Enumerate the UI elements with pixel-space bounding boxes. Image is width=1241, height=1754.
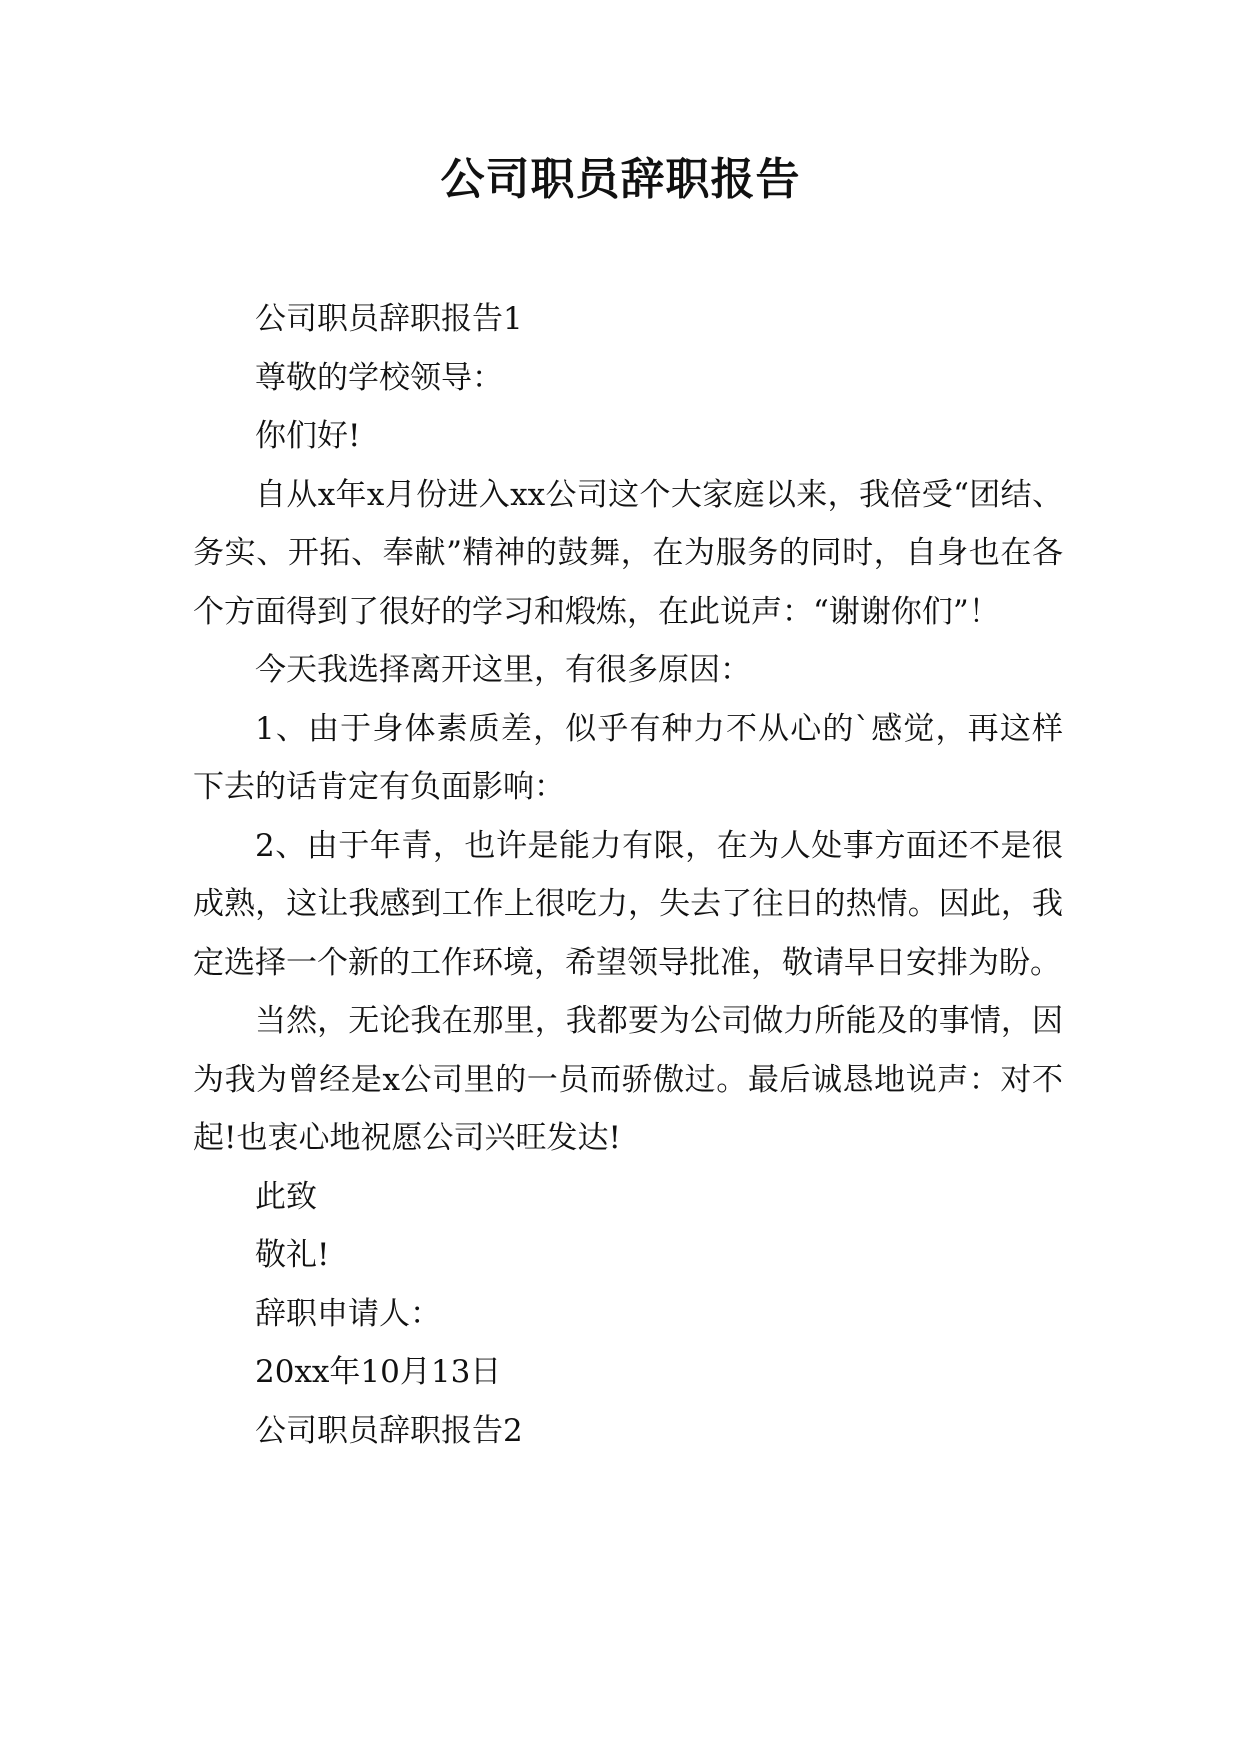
- paragraph-reason-2: 2、由于年青，也许是能力有限，在为人处事方面还不是很成熟，这让我感到工作上很吃力，失去了往日的热情。因此，我定选择一个新的工作环境，希望领导批准，敬请早日安排为盼。: [193, 827, 1063, 981]
- document-body: [193, 290, 1063, 1460]
- section-heading-2: 公司职员辞职报告2: [255, 1412, 523, 1449]
- paragraph-closing: 当然，无论我在那里，我都要为公司做力所能及的事情，因为我为曾经是x公司里的一员而骄傲过。最后诚恳地说声：对不起!也衷心地祝愿公司兴旺发达!: [193, 1003, 1063, 1156]
- paragraph-reasons-intro: 今天我选择离开这里，有很多原因：: [255, 652, 751, 688]
- paragraph-intro: 自从x年x月份进入xx公司这个大家庭以来，我倍受“团结、务实、开拓、奉献”精神的鼓舞，在为服务的同时，自身也在各个方面得到了很好的学习和煅炼，在此说声：“谢谢你们”！: [193, 476, 1063, 630]
- salutation: 尊敬的学校领导：: [255, 359, 503, 396]
- applicant-label: 辞职申请人：: [255, 1295, 441, 1332]
- closing-phrase: 此致: [255, 1178, 317, 1215]
- date-line: 20xx年10月13日: [255, 1354, 502, 1390]
- document-title: 公司职员辞职报告: [440, 154, 801, 205]
- paragraph-reason-1: 1、由于身体素质差，似乎有种力不从心的`感觉，再这样下去的话肯定有负面影响：: [193, 710, 1063, 805]
- closing-salute: 敬礼!: [255, 1237, 330, 1273]
- greeting: 你们好!: [255, 418, 361, 454]
- section-heading-1: 公司职员辞职报告1: [255, 301, 523, 337]
